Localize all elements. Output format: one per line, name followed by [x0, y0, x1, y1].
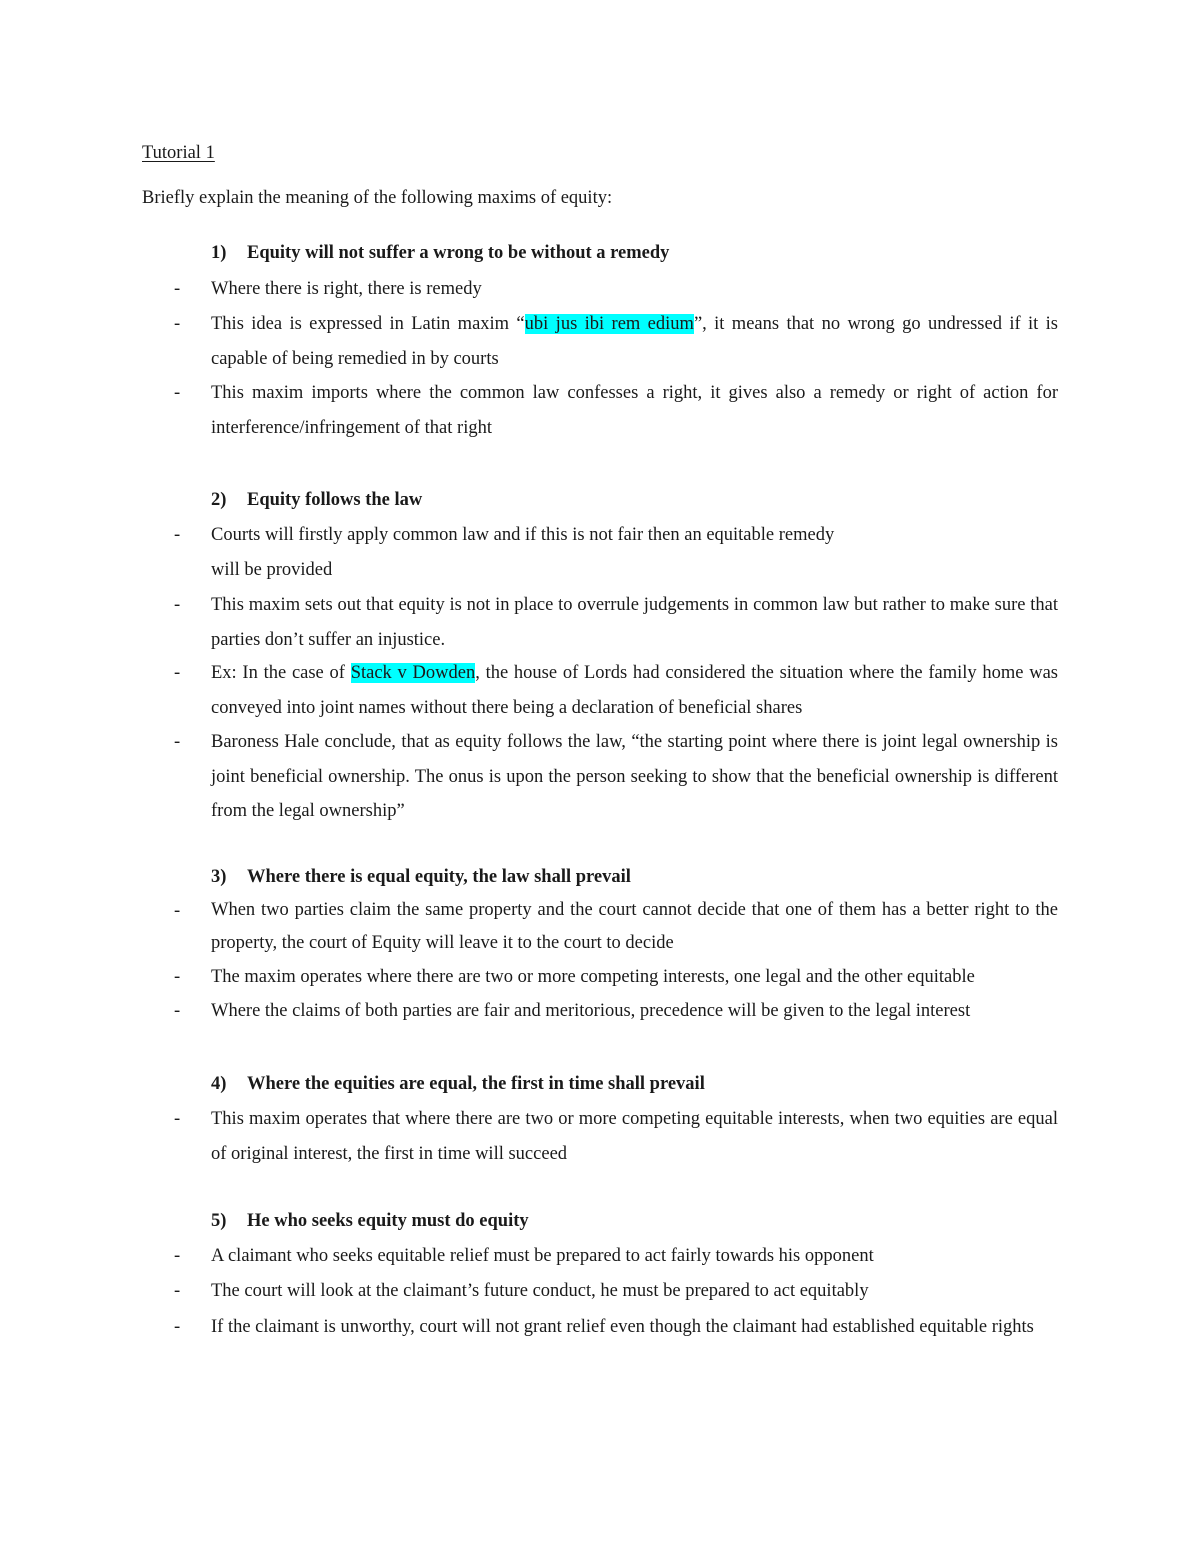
section-number: 5) [211, 1211, 227, 1231]
bullet-dash: - [174, 1281, 181, 1301]
bullet-dash: - [174, 901, 181, 921]
section-5-heading [211, 1209, 529, 1233]
section-number: 4) [211, 1074, 227, 1094]
text-run: ”, it means that no wrong go undressed if it is capable of being remedied in by courts [211, 314, 1059, 369]
section-3-heading [211, 865, 631, 889]
bullet-text: Where the claims of both parties are fair and meritorious, precedence will be given to the legal interest [211, 1001, 971, 1021]
text-run: Ex: In the case of [211, 663, 351, 683]
bullet-dash: - [174, 967, 181, 987]
bullet-text: Baroness Hale conclude, that as equity follows the law, “the starting point where there is joint legal ownership is joint beneficial ownership. The onus is upon the person seeking to show that the beneficial ownership is different from the legal ownership” [211, 732, 1058, 821]
bullet-dash: - [174, 1109, 181, 1129]
section-title: He who seeks equity must do equity [247, 1211, 529, 1231]
section-title: Where there is equal equity, the law shall prevail [247, 867, 631, 887]
intro-text: Briefly explain the meaning of the following maxims of equity: [142, 188, 613, 208]
highlighted-latin-maxim: ubi jus ibi rem edium [524, 314, 694, 334]
section-1-heading [211, 241, 669, 265]
bullet-text: This maxim imports where the common law confesses a right, it gives also a remedy or right of action for interference/infringement of that right [211, 383, 1058, 438]
highlighted-case-name: Stack v Dowden [350, 663, 476, 683]
bullet-text: The court will look at the claimant’s future conduct, he must be prepared to act equitably [211, 1281, 869, 1301]
bullet-dash: - [174, 314, 181, 334]
text-run: This idea is expressed in Latin maxim “ [211, 314, 525, 334]
section-4-heading [211, 1072, 705, 1096]
section-number: 2) [211, 490, 227, 510]
section-number: 3) [211, 867, 227, 887]
bullet-dash: - [174, 525, 181, 545]
bullet-text: Where there is right, there is remedy [211, 279, 482, 299]
section-2-heading [211, 488, 422, 512]
bullet-dash: - [174, 1317, 181, 1337]
bullet-dash: - [174, 595, 181, 615]
bullet-text [211, 656, 1058, 725]
bullet-dash: - [174, 279, 181, 299]
bullet-dash: - [174, 1001, 181, 1021]
bullet-dash: - [174, 663, 181, 683]
section-title: Equity will not suffer a wrong to be without a remedy [247, 243, 670, 263]
section-title: Where the equities are equal, the first in time shall prevail [247, 1074, 705, 1094]
bullet-dash: - [174, 1246, 181, 1266]
bullet-text: A claimant who seeks equitable relief must be prepared to act fairly towards his opponent [211, 1246, 874, 1266]
bullet-text: The maxim operates where there are two or more competing interests, one legal and the other equitable [211, 967, 975, 987]
text-line: will be provided [211, 559, 333, 580]
bullet-text: This maxim operates that where there are two or more competing equitable interests, when two equities are equal of original interest, the first in time will succeed [211, 1109, 1058, 1164]
text-run: , the house of Lords had considered the situation where the family home was conveyed into joint names without there being a declaration of beneficial shares [211, 663, 1058, 718]
bullet-text: When two parties claim the same property and the court cannot decide that one of them has a better right to the property, the court of Equity will leave it to the court to decide [211, 900, 1058, 953]
text-line: Courts will firstly apply common law and if this is not fair then an equitable remedy [211, 525, 835, 545]
bullet-text [211, 307, 1058, 376]
document-title: Tutorial 1 [142, 143, 215, 163]
section-number: 1) [211, 243, 227, 263]
bullet-dash: - [174, 732, 181, 752]
bullet-text: This maxim sets out that equity is not in place to overrule judgements in common law but rather to make sure that parties don’t suffer an injustice. [211, 595, 1058, 650]
bullet-dash: - [174, 383, 181, 403]
bullet-text: If the claimant is unworthy, court will not grant relief even though the claimant had established equitable rights [211, 1317, 1034, 1337]
bullet-text [211, 518, 1058, 587]
section-title: Equity follows the law [247, 490, 423, 510]
